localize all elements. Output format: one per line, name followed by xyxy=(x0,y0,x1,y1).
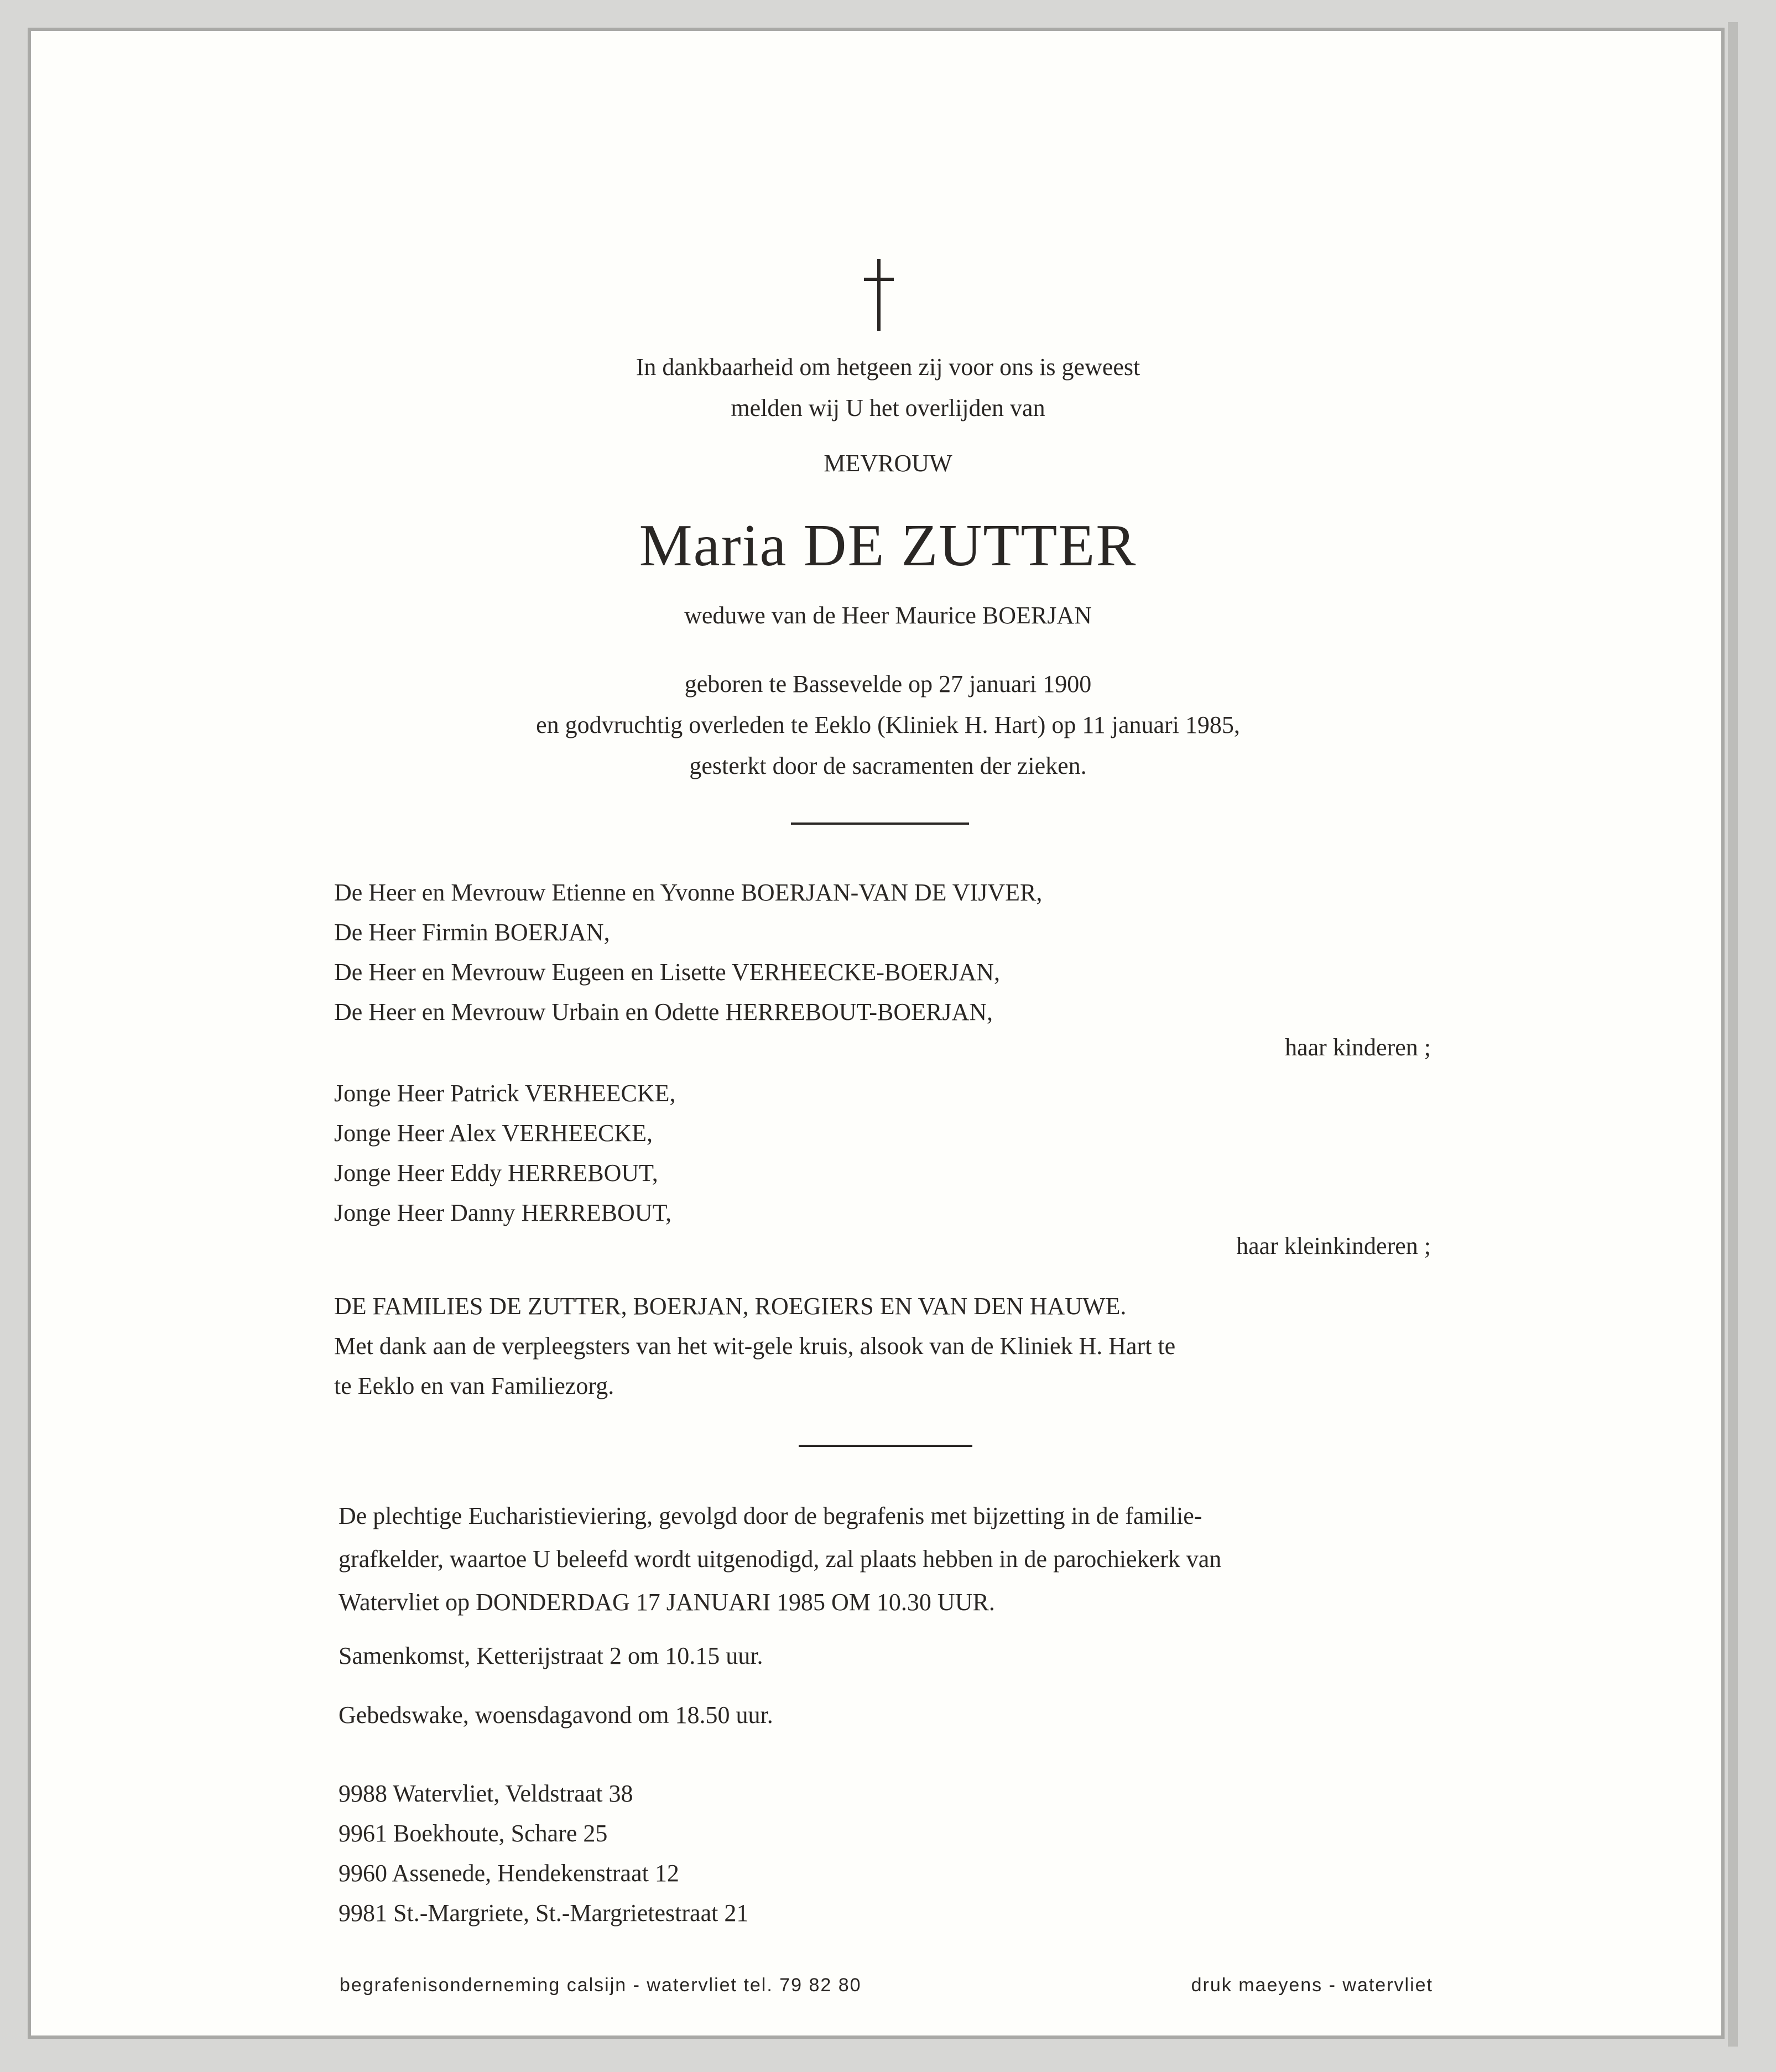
list-item: De Heer en Mevrouw Eugeen en Lisette VERHEECKE-BOERJAN, xyxy=(334,959,1001,986)
intro-line: melden wij U het overlijden van xyxy=(731,394,1045,421)
printer-credit: druk maeyens - watervliet xyxy=(1191,1975,1433,1996)
undertaker-credit: begrafenisonderneming calsijn - watervliet tel. 79 82 80 xyxy=(340,1975,862,1996)
address-item: 9961 Boekhoute, Schare 25 xyxy=(338,1820,608,1847)
divider xyxy=(799,1445,972,1447)
thanks-line: Met dank aan de verpleegsters van het wit-gele kruis, alsook van de Kliniek H. Hart te xyxy=(334,1332,1176,1360)
address-item: 9981 St.-Margriete, St.-Margrietestraat 21 xyxy=(338,1899,749,1927)
thanks-line: te Eeklo en van Familiezorg. xyxy=(334,1372,614,1399)
honorific: MEVROUW xyxy=(824,450,952,477)
mass-line: grafkelder, waartoe U beleefd wordt uitgenodigd, zal plaats hebben in de parochiekerk van xyxy=(338,1545,1222,1573)
list-item: Jonge Heer Patrick VERHEECKE, xyxy=(334,1080,676,1107)
list-item: Jonge Heer Danny HERREBOUT, xyxy=(334,1199,672,1226)
address-item: 9988 Watervliet, Veldstraat 38 xyxy=(338,1780,633,1807)
birth-line: geboren te Bassevelde op 27 januari 1900 xyxy=(684,670,1092,697)
widow-line: weduwe van de Heer Maurice BOERJAN xyxy=(684,602,1092,629)
grandchildren-label: haar kleinkinderen ; xyxy=(1236,1232,1431,1259)
mass-text xyxy=(338,1495,1221,1624)
list-item: Jonge Heer Eddy HERREBOUT, xyxy=(334,1159,658,1186)
mass-line: De plechtige Eucharistieviering, gevolgd door de begrafenis met bijzetting in de familie- xyxy=(338,1502,1202,1529)
address-item: 9960 Assenede, Hendekenstraat 12 xyxy=(338,1860,679,1887)
cross-icon xyxy=(864,259,894,331)
vigil-text: Gebedswake, woensdagavond om 18.50 uur. xyxy=(338,1701,773,1729)
death-line: en godvruchtig overleden te Eeklo (Kliniek H. Hart) op 11 januari 1985, xyxy=(536,711,1240,738)
list-item: Jonge Heer Alex VERHEECKE, xyxy=(334,1120,653,1147)
list-item: De Heer en Mevrouw Etienne en Yvonne BOERJAN-VAN DE VIJVER, xyxy=(334,879,1043,906)
divider xyxy=(791,822,969,825)
families-line: DE FAMILIES DE ZUTTER, BOERJAN, ROEGIERS EN VAN DEN HAUWE. xyxy=(334,1293,1127,1320)
grandchildren-list xyxy=(334,1074,676,1233)
birth-death-text xyxy=(0,664,1776,787)
intro-text xyxy=(0,347,1776,429)
deceased-name: Maria DE ZUTTER xyxy=(639,513,1137,579)
mass-line: Watervliet op DONDERDAG 17 JANUARI 1985 OM 10.30 UUR. xyxy=(338,1589,995,1616)
children-list xyxy=(334,873,1042,1032)
list-item: De Heer en Mevrouw Urbain en Odette HERREBOUT-BOERJAN, xyxy=(334,998,993,1025)
sacraments-line: gesterkt door de sacramenten der zieken. xyxy=(689,752,1087,779)
families-text xyxy=(334,1287,1175,1406)
card-edge xyxy=(1728,22,1738,2047)
address-list xyxy=(338,1774,748,1933)
gathering-text: Samenkomst, Ketterijstraat 2 om 10.15 uur. xyxy=(338,1642,763,1669)
children-label: haar kinderen ; xyxy=(1285,1034,1431,1061)
list-item: De Heer Firmin BOERJAN, xyxy=(334,919,610,946)
intro-line: In dankbaarheid om hetgeen zij voor ons is geweest xyxy=(636,353,1140,381)
